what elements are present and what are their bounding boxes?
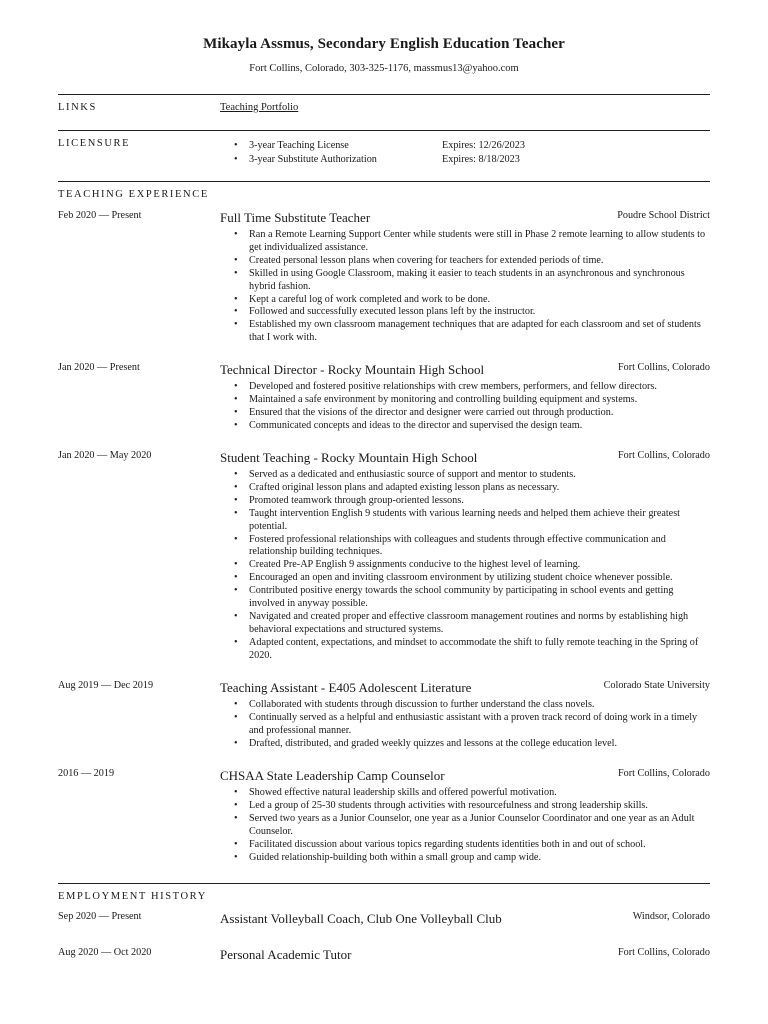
bullet-item: • Skilled in using Google Classroom, making it easier to teach students in an asynchronous and synchronous hybrid fashion. bbox=[234, 268, 710, 294]
entry-location: Poudre School District bbox=[617, 210, 710, 221]
entry-title: Personal Academic Tutor bbox=[220, 947, 352, 962]
entry-dates: Aug 2019 — Dec 2019 bbox=[58, 680, 154, 691]
entry-dates: Jan 2020 — Present bbox=[58, 362, 140, 373]
employment-history-heading: EMPLOYMENT HISTORY bbox=[58, 891, 207, 902]
entry-dates: 2016 — 2019 bbox=[58, 768, 115, 779]
section-divider bbox=[58, 94, 710, 95]
bullet-item: • Crafted original lesson plans and adapted existing lesson plans as necessary. bbox=[234, 482, 710, 495]
bullet-item: • Encouraged an open and inviting classroom environment by utilizing student choice whenever possible. bbox=[234, 572, 710, 585]
bullet-item: • Promoted teamwork through group-oriented lessons. bbox=[234, 495, 710, 508]
bullet-item: • Developed and fostered positive relationships with crew members, performers, and fellow directors. bbox=[234, 381, 710, 394]
licensure-heading: LICENSURE bbox=[58, 138, 131, 149]
entry-title: Student Teaching - Rocky Mountain High School bbox=[220, 450, 478, 465]
bullet-item: • Maintained a safe environment by monitoring and controlling building equipment and systems. bbox=[234, 394, 710, 407]
bullet-item: • Ensured that the visions of the director and designer were carried out through production. bbox=[234, 407, 710, 420]
entry-title: Technical Director - Rocky Mountain High School bbox=[220, 362, 485, 377]
entry-dates: Sep 2020 — Present bbox=[58, 911, 142, 922]
resume-header bbox=[0, 36, 768, 74]
entry-location: Fort Collins, Colorado bbox=[618, 450, 710, 461]
entry-bullets bbox=[234, 787, 710, 864]
bullet-item: • Created Pre-AP English 9 assignments conducive to the highest level of learning. bbox=[234, 559, 710, 572]
license-expirations bbox=[442, 139, 525, 167]
bullet-item: • Communicated concepts and ideas to the director and supervised the design team. bbox=[234, 420, 710, 433]
bullet-item: • Served two years as a Junior Counselor, one year as a Junior Counselor Coordinator and one year as an Adult Counselor. bbox=[234, 813, 710, 839]
bullet-item: • Served as a dedicated and enthusiastic source of support and mentor to students. bbox=[234, 469, 710, 482]
entry-bullets bbox=[234, 469, 710, 663]
bullet-item: • Drafted, distributed, and graded weekly quizzes and lessons at the college education level. bbox=[234, 738, 710, 751]
license-item: • 3-year Teaching License bbox=[234, 139, 449, 153]
bullet-item: • Continually served as a helpful and enthusiastic assistant with a proven track record of doing work in a timely and professional manner. bbox=[234, 712, 710, 738]
license-item: • 3-year Substitute Authorization bbox=[234, 153, 449, 167]
bullet-item: • Guided relationship-building both within a small group and camp wide. bbox=[234, 852, 710, 865]
bullet-item: • Collaborated with students through discussion to further understand the class novels. bbox=[234, 699, 710, 712]
entry-location: Fort Collins, Colorado bbox=[618, 947, 710, 958]
entry-dates: Aug 2020 — Oct 2020 bbox=[58, 947, 152, 958]
bullet-item: • Taught intervention English 9 students with various learning needs and helped them achieve their greatest potential. bbox=[234, 508, 710, 534]
bullet-item: • Ran a Remote Learning Support Center while students were still in Phase 2 remote learning to allow students to get individualized assistance. bbox=[234, 229, 710, 255]
bullet-item: • Led a group of 25-30 students through activities with resourcefulness and strong leadership skills. bbox=[234, 800, 710, 813]
contact-info: Fort Collins, Colorado, 303-325-1176, massmus13@yahoo.com bbox=[249, 63, 519, 74]
entry-dates: Feb 2020 — Present bbox=[58, 210, 142, 221]
license-expiry: Expires: 8/18/2023 bbox=[442, 154, 520, 165]
entry-location: Colorado State University bbox=[603, 680, 710, 691]
section-divider bbox=[58, 130, 710, 131]
entry-title: Full Time Substitute Teacher bbox=[220, 210, 371, 225]
links-heading: LINKS bbox=[58, 102, 97, 113]
entry-bullets bbox=[234, 699, 710, 751]
teaching-experience-heading: TEACHING EXPERIENCE bbox=[58, 189, 209, 200]
section-divider bbox=[58, 883, 710, 884]
entry-bullets bbox=[234, 381, 710, 433]
bullet-item: • Adapted content, expectations, and mindset to accommodate the shift to fully remote teaching in the Spring of 2020. bbox=[234, 637, 710, 663]
candidate-name: Mikayla Assmus, Secondary English Education Teacher bbox=[203, 36, 565, 52]
licensure-list bbox=[234, 139, 449, 167]
bullet-item: • Navigated and created proper and effective classroom management routines and norms by establishing high behavioral expectations and structured systems. bbox=[234, 611, 710, 637]
bullet-item: • Followed and successfully executed lesson plans left by the instructor. bbox=[234, 306, 710, 319]
section-divider bbox=[58, 181, 710, 182]
bullet-item: • Showed effective natural leadership skills and offered powerful motivation. bbox=[234, 787, 710, 800]
entry-dates: Jan 2020 — May 2020 bbox=[58, 450, 152, 461]
entry-location: Fort Collins, Colorado bbox=[618, 362, 710, 373]
teaching-portfolio-link[interactable]: Teaching Portfolio bbox=[220, 102, 299, 113]
bullet-item: • Facilitated discussion about various topics regarding students identities both in and out of school. bbox=[234, 839, 710, 852]
bullet-item: • Created personal lesson plans when covering for teachers for extended periods of time. bbox=[234, 255, 710, 268]
bullet-item: • Established my own classroom management techniques that are adapted for each classroom and set of students that I work with. bbox=[234, 319, 710, 345]
entry-bullets bbox=[234, 229, 710, 345]
entry-location: Fort Collins, Colorado bbox=[618, 768, 710, 779]
entry-title: CHSAA State Leadership Camp Counselor bbox=[220, 768, 445, 783]
bullet-item: • Kept a careful log of work completed and work to be done. bbox=[234, 294, 710, 307]
bullet-item: • Contributed positive energy towards the school community by participating in school events and getting involved in anyway possible. bbox=[234, 585, 710, 611]
license-expiry: Expires: 12/26/2023 bbox=[442, 140, 525, 151]
entry-location: Windsor, Colorado bbox=[632, 911, 710, 922]
bullet-item: • Fostered professional relationships with colleagues and students through effective communication and relationship building techniques. bbox=[234, 534, 710, 560]
entry-title: Assistant Volleyball Coach, Club One Volleyball Club bbox=[220, 911, 502, 926]
entry-title: Teaching Assistant - E405 Adolescent Literature bbox=[220, 680, 472, 695]
